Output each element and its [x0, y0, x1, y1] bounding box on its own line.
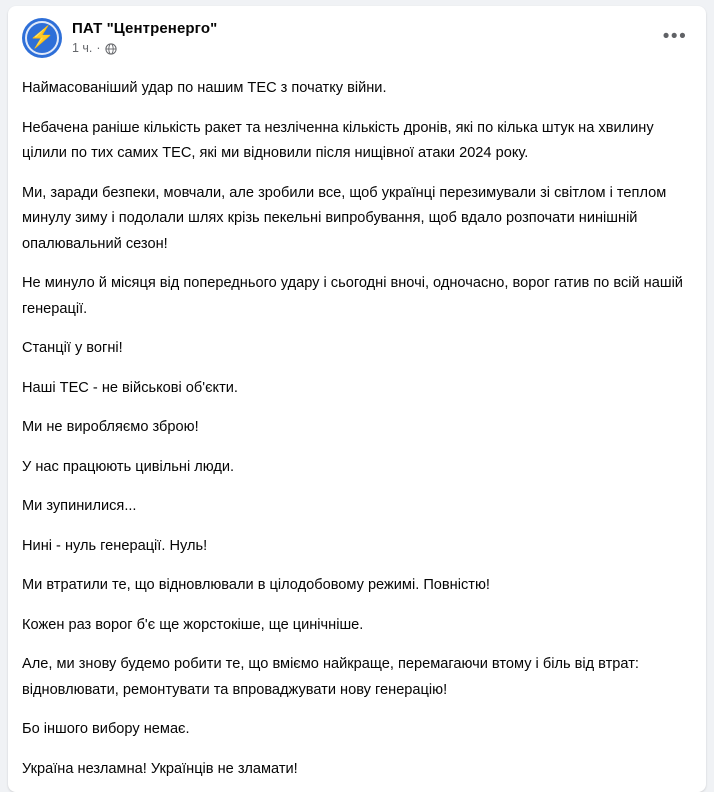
- post-paragraph: Не минуло й місяця від попереднього удару і сьогодні вночі, одночасно, ворог гатив по всій нашій генерації.: [22, 275, 683, 317]
- lightning-bolt-icon: ⚡: [28, 25, 56, 49]
- meta-separator: ·: [96, 41, 101, 55]
- post-meta: [72, 41, 217, 56]
- post-paragraph: Кожен раз ворог б'є ще жорстокіше, ще цинічніше.: [22, 616, 364, 633]
- post-paragraph: Нині - нуль генерації. Нуль!: [22, 537, 208, 554]
- post-header-text: [72, 18, 217, 56]
- post-card: [8, 6, 706, 792]
- post-paragraph: Але, ми знову будемо робити те, що вміємо найкраще, перемагаючи втому і біль від втрат: відновлювати, ремонтувати та впроваджувати нову генерацію!: [22, 656, 639, 698]
- post-paragraph: Наймасованіший удар по нашим ТЕС з початку війни.: [22, 80, 387, 96]
- post-paragraph: Станції у вогні!: [22, 340, 123, 356]
- post-paragraph: Ми зупинилися...: [22, 498, 137, 514]
- post-header: [22, 18, 692, 62]
- avatar[interactable]: [22, 18, 62, 58]
- post-options-menu-icon[interactable]: •••: [662, 25, 688, 47]
- post-paragraph: Наші ТЕС - не військові об'єкти.: [22, 379, 238, 396]
- post-paragraph: Ми, заради безпеки, мовчали, але зробили все, щоб українці перезимували зі світлом і теплом минулу зиму і подолали шлях крізь пекельні випробування, щоб вдало розпочати нинішній опалювальний сезон!: [22, 184, 667, 252]
- post-author-name[interactable]: ПАТ "Центренерго": [72, 20, 218, 37]
- post-paragraph: Ми не виробляємо зброю!: [22, 419, 199, 435]
- post-paragraph: У нас працюють цивільні люди.: [22, 458, 235, 475]
- post-paragraph: Україна незламна! Українців не зламати!: [22, 760, 298, 777]
- post-paragraph: Небачена раніше кількість ракет та незліченна кількість дронів, які по кілька штук на хвилину цілили по тих самих ТЕС, які ми відновили після нищівної атаки 2024 року.: [22, 119, 654, 161]
- post-timestamp[interactable]: 1 ч.: [72, 41, 93, 55]
- post-paragraph: Бо іншого вибору немає.: [22, 721, 190, 737]
- post-body: [22, 76, 692, 782]
- post-paragraph: Ми втратили те, що відновлювали в цілодобовому режимі. Повністю!: [22, 577, 490, 593]
- globe-icon: [105, 43, 117, 55]
